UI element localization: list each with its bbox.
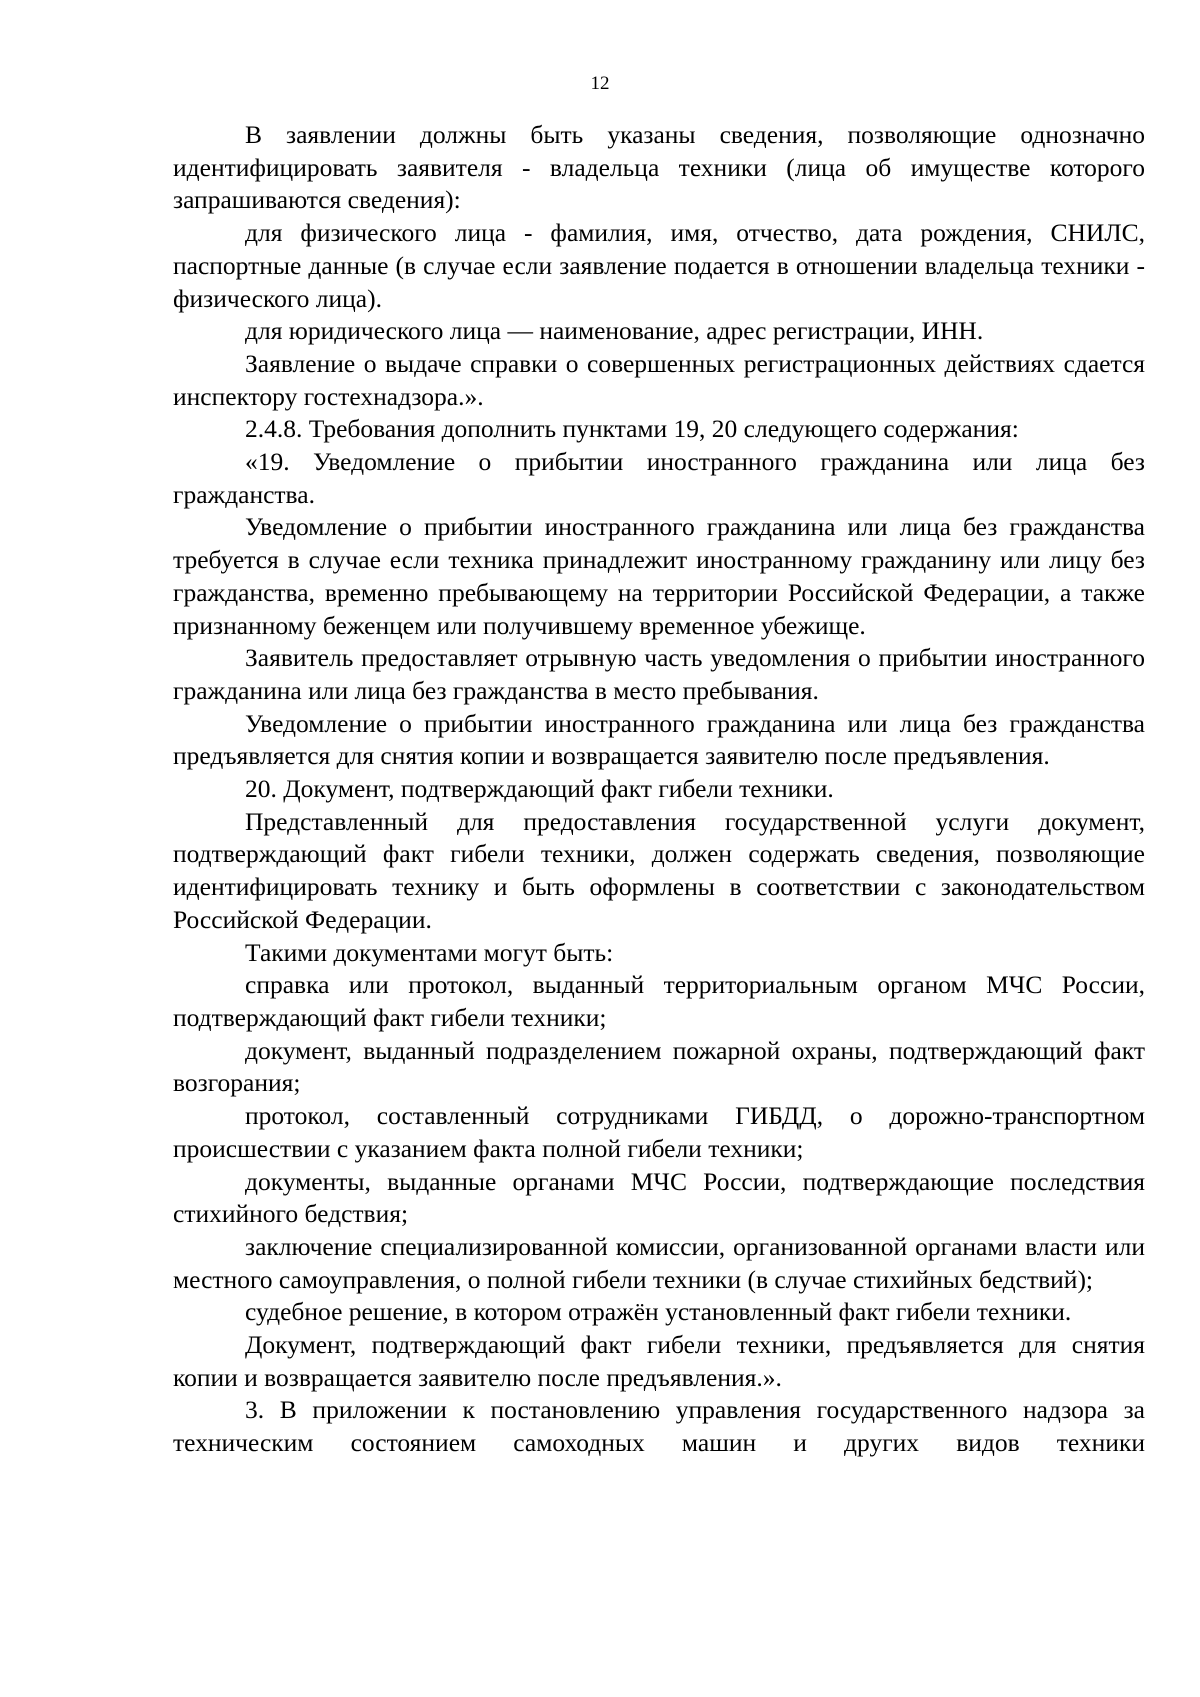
paragraph-17: заключение специализированной комиссии, организованной органами власти или местного самоуправления, о полной гибели техники (в случае стихийных бедствий); — [173, 1231, 1145, 1294]
paragraph-14: документ, выданный подразделением пожарной охраны, подтверждающий факт возгорания; — [173, 1035, 1145, 1098]
paragraph-8: Заявитель предоставляет отрывную часть уведомления о прибытии иностранного гражданина или лица без гражданства в место пребывания. — [173, 643, 1145, 705]
paragraph-15: протокол, составленный сотрудниками ГИБДД, о дорожно-транспортном происшествии с указанием факта полной гибели техники; — [173, 1101, 1145, 1163]
paragraph-10: 20. Документ, подтверждающий факт гибели техники. — [245, 774, 834, 804]
paragraph-3: для юридического лица — наименование, адрес регистрации, ИНН. — [245, 316, 984, 346]
paragraph-1: В заявлении должны быть указаны сведения, позволяющие однозначно идентифицировать заявителя - владельца техники (лица об имуществе которого запрашиваются сведения): — [173, 120, 1145, 215]
paragraph-2: для физического лица - фамилия, имя, отчество, дата рождения, СНИЛС, паспортные данные (в случае если заявление подается в отношении владельца техники - физического лица). — [173, 218, 1145, 313]
paragraph-5: 2.4.8. Требования дополнить пунктами 19, 20 следующего содержания: — [245, 414, 1019, 444]
paragraph-4: Заявление о выдаче справки о совершенных регистрационных действиях сдается инспектору гостехнадзора.». — [173, 348, 1145, 411]
document-body — [173, 119, 1145, 1460]
paragraph-9: Уведомление о прибытии иностранного гражданина или лица без гражданства предъявляется для снятия копии и возвращается заявителю после предъявления. — [173, 708, 1145, 771]
paragraph-6: «19. Уведомление о прибытии иностранного гражданина или лица без гражданства. — [173, 447, 1145, 509]
paragraph-16: документы, выданные органами МЧС России, подтверждающие последствия стихийного бедствия; — [173, 1166, 1145, 1229]
paragraph-12: Такими документами могут быть: — [245, 937, 614, 967]
paragraph-13: справка или протокол, выданный территориальным органом МЧС России, подтверждающий факт гибели техники; — [173, 970, 1145, 1032]
page-number: 12 — [590, 73, 610, 94]
paragraph-20: 3. В приложении к постановлению управления государственного надзора за техническим состоянием самоходных машин и других видов техники — [173, 1395, 1145, 1458]
paragraph-7: Уведомление о прибытии иностранного гражданина или лица без гражданства требуется в случае если техника принадлежит иностранному гражданину или лицу без гражданства, временно пребывающему на территории Российской Федерации, а также признанному беженцем или получившему временное убежище. — [173, 512, 1145, 640]
paragraph-19: Документ, подтверждающий факт гибели техники, предъявляется для снятия копии и возвращается заявителю после предъявления.». — [173, 1330, 1145, 1392]
paragraph-18: судебное решение, в котором отражён установленный факт гибели техники. — [245, 1297, 1072, 1327]
paragraph-11: Представленный для предоставления государственной услуги документ, подтверждающий факт гибели техники, должен содержать сведения, позволяющие идентифицировать технику и быть оформлены в соответствии с законодательством Российской Федерации. — [173, 806, 1145, 934]
